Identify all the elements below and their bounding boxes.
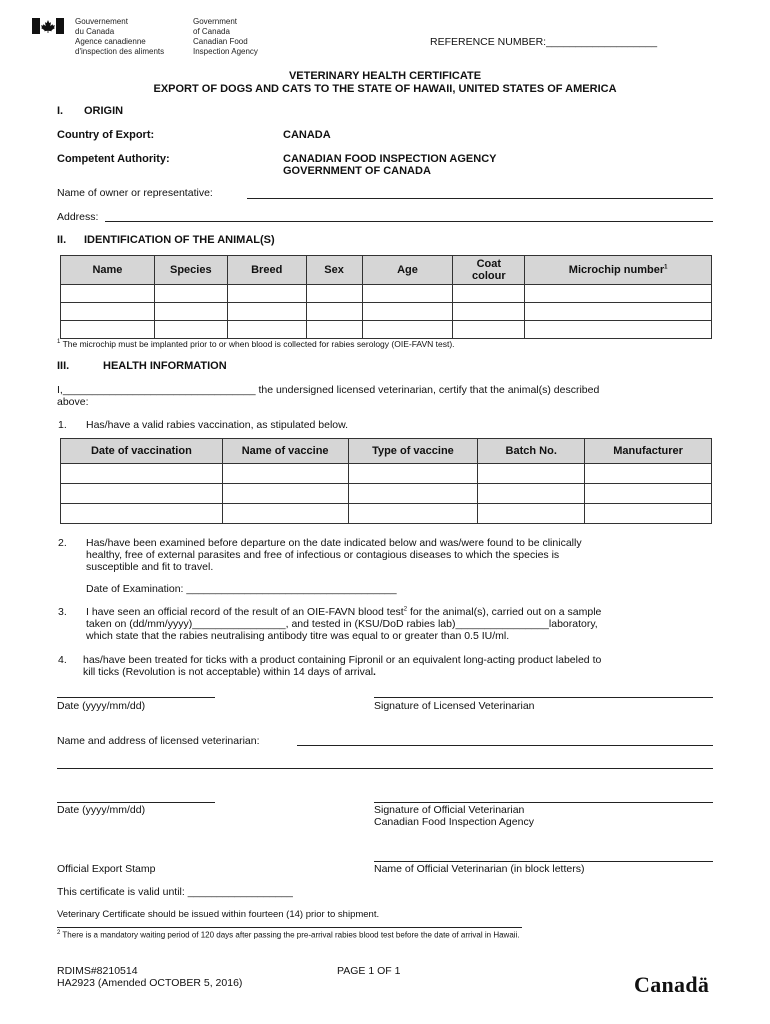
cell-microchip[interactable] xyxy=(525,285,712,303)
cell-manufacturer[interactable] xyxy=(585,464,712,484)
item-2-line-3: susceptible and fit to travel. xyxy=(86,561,214,573)
column-header-coat-colour: Coat colour xyxy=(453,256,525,285)
item-4-line-2a: kill ticks (Revolution is not acceptable) within 14 days of arrival xyxy=(83,666,374,678)
date-1-line[interactable] xyxy=(57,697,215,698)
en-agency-name: Canadian Food Inspection Agency xyxy=(193,37,258,56)
address-field[interactable] xyxy=(105,221,713,222)
date-2-line[interactable] xyxy=(57,802,215,803)
column-header-manufacturer: Manufacturer xyxy=(585,439,712,464)
en-department-name: Government of Canada xyxy=(193,17,238,36)
cell-age[interactable] xyxy=(362,285,453,303)
item-3-number: 3. xyxy=(58,606,67,618)
item-3-line-1 xyxy=(86,606,601,618)
footnote-1-text: The microchip must be implanted prior to or when blood is collected for rabies serology (OIE-FAVN test). xyxy=(62,339,455,349)
form-identifier: HA2923 (Amended OCTOBER 5, 2016) xyxy=(57,977,243,989)
section-1-number: I. xyxy=(57,105,64,117)
column-header-sex: Sex xyxy=(306,256,362,285)
certificate-valid-until-field[interactable]: This certificate is valid until: __________________ xyxy=(57,886,293,898)
footnote-1 xyxy=(57,339,455,349)
page-number: PAGE 1 OF 1 xyxy=(337,965,401,977)
competent-authority-label: Competent Authority: xyxy=(57,153,170,165)
veterinarian-certification-line-2: above: xyxy=(57,396,89,408)
cell-coat-colour[interactable] xyxy=(453,285,525,303)
table-row xyxy=(61,303,712,321)
official-veterinarian-agency: Canadian Food Inspection Agency xyxy=(374,816,534,828)
column-header-species: Species xyxy=(154,256,227,285)
cell-breed[interactable] xyxy=(227,303,306,321)
microchip-header-text: Microchip number xyxy=(568,264,665,276)
owner-name-label: Name of owner or representative: xyxy=(57,187,213,199)
item-2-number: 2. xyxy=(58,537,67,549)
country-of-export-label: Country of Export: xyxy=(57,129,155,141)
item-3-line-3: which state that the rabies neutralising antibody titre was equal to or greater than 0.5 IU/ml. xyxy=(86,630,510,642)
item-3-line-2[interactable]: taken on (dd/mm/yyyy)________________, and tested in (KSU/DoD rabies lab)________________laboratory, xyxy=(86,618,598,630)
cell-sex[interactable] xyxy=(306,321,362,339)
column-header-batch-no: Batch No. xyxy=(478,439,585,464)
item-1-number: 1. xyxy=(58,419,67,431)
veterinarian-name-address-label: Name and address of licensed veterinarian: xyxy=(57,735,260,747)
footnote-2-marker: 2 xyxy=(403,606,408,613)
cell-breed[interactable] xyxy=(227,321,306,339)
cell-species[interactable] xyxy=(154,285,227,303)
table-row xyxy=(61,504,712,524)
section-2-number: II. xyxy=(57,234,67,246)
veterinarian-name-address-field-2[interactable] xyxy=(57,768,713,769)
fr-department-name: Gouvernement du Canada xyxy=(75,17,128,36)
reference-number-field[interactable]: REFERENCE NUMBER:___________________ xyxy=(430,36,658,48)
cell-name[interactable] xyxy=(61,285,155,303)
cell-species[interactable] xyxy=(154,321,227,339)
column-header-breed: Breed xyxy=(227,256,306,285)
official-veterinarian-signature-label: Signature of Official Veterinarian xyxy=(374,804,525,816)
table-row xyxy=(61,285,712,303)
owner-name-field[interactable] xyxy=(247,198,713,199)
licensed-veterinarian-signature-line[interactable] xyxy=(374,697,713,698)
official-export-stamp-label: Official Export Stamp xyxy=(57,863,156,875)
column-header-date-of-vaccination: Date of vaccination xyxy=(61,439,223,464)
item-4-period: . xyxy=(373,666,376,678)
cell-microchip[interactable] xyxy=(525,303,712,321)
column-header-name-of-vaccine: Name of vaccine xyxy=(222,439,348,464)
section-2-heading: IDENTIFICATION OF THE ANIMAL(S) xyxy=(84,234,275,246)
column-header-microchip xyxy=(525,256,712,285)
item-4-line-2 xyxy=(83,666,376,678)
cell-name[interactable] xyxy=(61,321,155,339)
cell-microchip[interactable] xyxy=(525,321,712,339)
fr-agency-name: Agence canadienne d'inspection des aliments xyxy=(75,37,165,56)
item-4-number: 4. xyxy=(58,654,67,666)
footnote-2-text: There is a mandatory waiting period of 120 days after passing the pre-arrival rabies blood test before the date of arrival in Hawaii. xyxy=(62,930,520,940)
cell-vaccine-type[interactable] xyxy=(348,464,478,484)
date-1-label: Date (yyyy/mm/dd) xyxy=(57,700,146,712)
country-of-export-value: CANADA xyxy=(283,129,331,141)
date-of-examination-field[interactable]: Date of Examination: ____________________________________ xyxy=(86,583,397,595)
date-2-label: Date (yyyy/mm/dd) xyxy=(57,804,146,816)
competent-authority-value: CANADIAN FOOD INSPECTION AGENCY xyxy=(283,153,497,165)
cell-date[interactable] xyxy=(61,464,223,484)
cell-breed[interactable] xyxy=(227,285,306,303)
column-header-type-of-vaccine: Type of vaccine xyxy=(348,439,478,464)
cell-vaccine-type[interactable] xyxy=(348,504,478,524)
official-veterinarian-name-line[interactable] xyxy=(374,861,713,862)
footnote-2 xyxy=(57,930,520,940)
cell-sex[interactable] xyxy=(306,285,362,303)
cell-manufacturer[interactable] xyxy=(585,504,712,524)
footnote-divider xyxy=(57,927,522,928)
cell-vaccine-name[interactable] xyxy=(222,484,348,504)
certificate-subtitle: EXPORT OF DOGS AND CATS TO THE STATE OF HAWAII, UNITED STATES OF AMERICA xyxy=(153,83,617,95)
cell-age[interactable] xyxy=(362,303,453,321)
item-3-line-1b: for the animal(s), carried out on a sample xyxy=(407,606,602,618)
footnote-2-number: 2 xyxy=(57,930,61,936)
issuance-note: Veterinary Certificate should be issued within fourteen (14) prior to shipment. xyxy=(57,909,380,920)
item-4-line-1: has/have been treated for ticks with a product containing Fipronil or an equivalent long-acting product labeled to xyxy=(83,654,602,666)
animal-identification-table xyxy=(60,255,712,339)
licensed-veterinarian-signature-label: Signature of Licensed Veterinarian xyxy=(374,700,535,712)
cell-age[interactable] xyxy=(362,321,453,339)
section-1-heading: ORIGIN xyxy=(84,105,124,117)
official-veterinarian-name-label: Name of Official Veterinarian (in block letters) xyxy=(374,863,585,875)
canada-wordmark-logo: Canadä xyxy=(634,972,710,997)
canada-flag-icon xyxy=(32,18,64,34)
certificate-title: VETERINARY HEALTH CERTIFICATE xyxy=(288,70,482,82)
section-3-heading: HEALTH INFORMATION xyxy=(103,360,227,372)
rdims-number: RDIMS#8210514 xyxy=(57,965,138,977)
cell-coat-colour[interactable] xyxy=(453,303,525,321)
cell-vaccine-name[interactable] xyxy=(222,464,348,484)
official-veterinarian-signature-line[interactable] xyxy=(374,802,713,803)
table-row xyxy=(61,321,712,339)
cell-date[interactable] xyxy=(61,504,223,524)
cell-batch[interactable] xyxy=(478,504,585,524)
cell-species[interactable] xyxy=(154,303,227,321)
veterinarian-name-address-field[interactable] xyxy=(297,745,713,746)
cell-date[interactable] xyxy=(61,484,223,504)
veterinarian-certification-line: I,_________________________________ the undersigned licensed veterinarian, certify that the animal(s) described xyxy=(57,384,600,396)
cell-vaccine-type[interactable] xyxy=(348,484,478,504)
footnote-1-marker: 1 xyxy=(664,264,668,271)
competent-authority-value-2: GOVERNMENT OF CANADA xyxy=(283,165,431,177)
cell-batch[interactable] xyxy=(478,484,585,504)
cell-batch[interactable] xyxy=(478,464,585,484)
item-2-line-1: Has/have been examined before departure on the date indicated below and was/were found to be clinically xyxy=(86,537,582,549)
cell-vaccine-name[interactable] xyxy=(222,504,348,524)
address-label: Address: xyxy=(57,211,99,223)
footnote-1-number: 1 xyxy=(57,339,61,346)
cell-name[interactable] xyxy=(61,303,155,321)
cell-coat-colour[interactable] xyxy=(453,321,525,339)
item-3-line-1a: I have seen an official record of the result of an OIE-FAVN blood test xyxy=(86,606,404,618)
vaccination-table xyxy=(60,438,712,524)
section-3-number: III. xyxy=(57,360,70,372)
item-2-line-2: healthy, free of external parasites and free of infectious or contagious diseases to which the species is xyxy=(86,549,560,561)
column-header-age: Age xyxy=(362,256,453,285)
item-1-text: Has/have a valid rabies vaccination, as stipulated below. xyxy=(86,419,349,431)
cell-manufacturer[interactable] xyxy=(585,484,712,504)
column-header-name: Name xyxy=(61,256,155,285)
table-row xyxy=(61,464,712,484)
cell-sex[interactable] xyxy=(306,303,362,321)
table-row xyxy=(61,484,712,504)
